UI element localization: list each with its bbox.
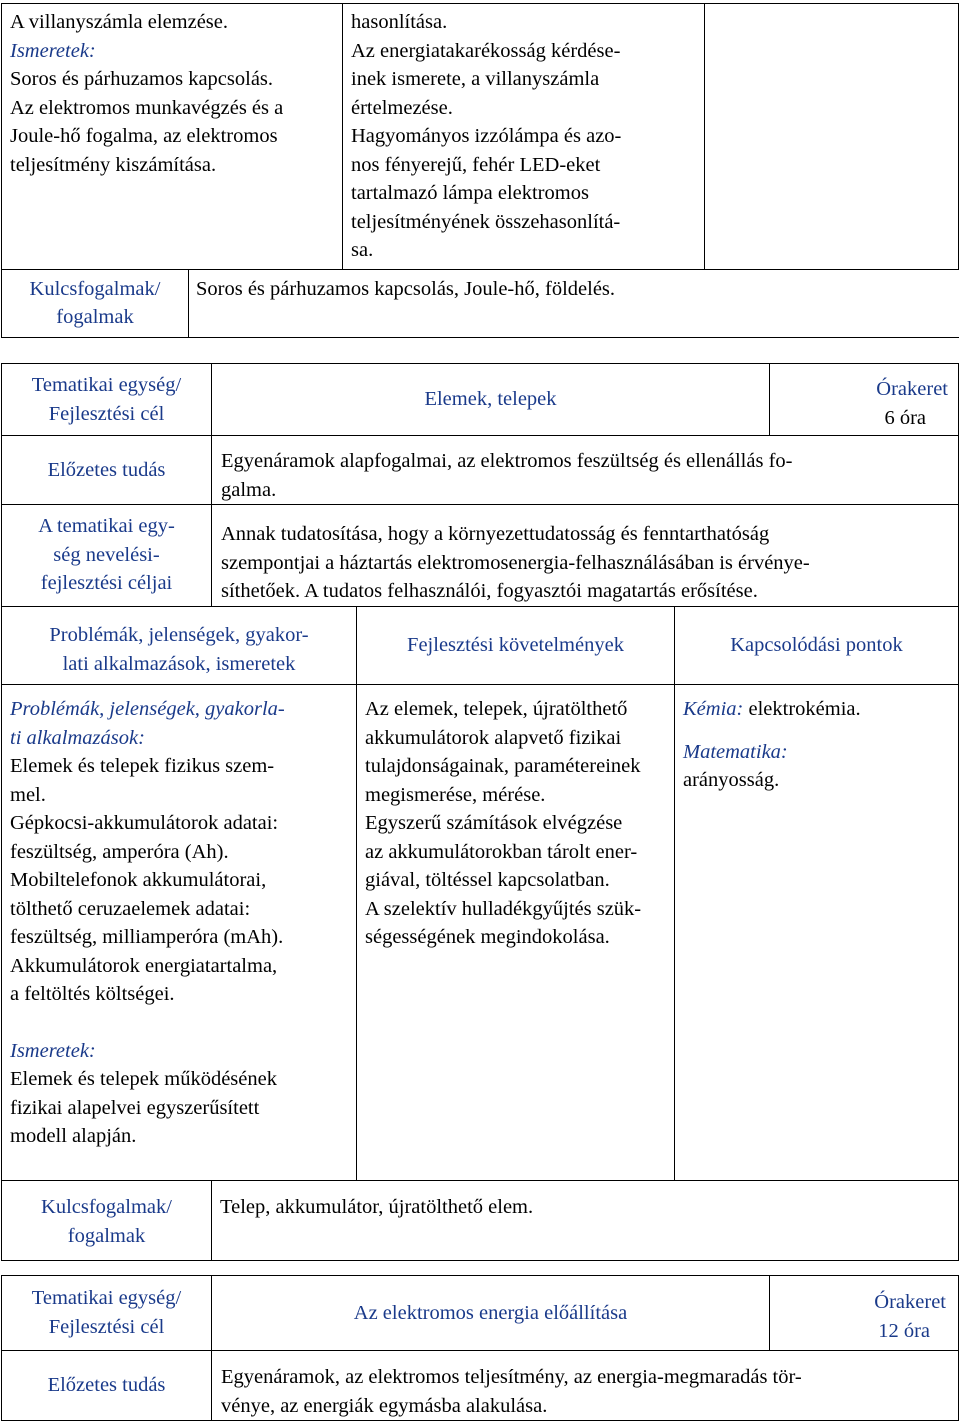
kulcsfogalmak-value-cell-2	[212, 1181, 959, 1261]
orakeret-value: 6 óra	[884, 406, 926, 429]
kulcsfogalmak-label-2	[2, 1181, 212, 1261]
col2-line: Egyszerű számítások elvégzése	[365, 812, 623, 834]
col3-kemia-line	[683, 695, 950, 724]
block3-table	[1, 1275, 959, 1421]
elozetes-line: galma.	[221, 478, 277, 501]
elozetes-label-3: Előzetes tudás	[47, 1374, 166, 1397]
matematika-label: Matematika:	[683, 740, 788, 763]
col1-italic-line: ti alkalmazások:	[10, 726, 145, 749]
col1-line: tölthető ceruzaelemek adatai:	[10, 897, 251, 920]
celjai-label-line: fejlesztési céljai	[40, 572, 173, 594]
middle-line: értelmezése.	[351, 96, 453, 119]
kulcsfogalmak-label	[2, 269, 189, 337]
matematika-value: arányosság.	[683, 769, 780, 791]
unit-title-3: Az elektromos energia előállítása	[353, 1301, 628, 1324]
col2-header-text: Fejlesztési követelmények	[407, 634, 624, 657]
orakeret-cell-3	[770, 1276, 959, 1351]
block1-middle-cell	[343, 4, 705, 270]
kemia-value: elektrokémia.	[743, 698, 861, 720]
middle-line: tartalmazó lámpa elektromos	[351, 182, 589, 204]
tematikai-label-3	[2, 1276, 212, 1351]
middle-line: hasonlítása.	[351, 11, 448, 33]
col1-header-line: lati alkalmazások, ismeretek	[62, 652, 296, 675]
col1-italic-line: Problémák, jelenségek, gyakorla-	[10, 698, 285, 720]
kemia-label: Kémia:	[683, 698, 744, 720]
col2-line: megismerése, mérése.	[365, 783, 546, 806]
kulcs-label-line: Kulcsfogalmak/	[41, 1196, 172, 1218]
block1-right-cell	[705, 4, 959, 270]
col1-line: a feltöltés költségei.	[10, 983, 175, 1005]
middle-line: teljesítményének összehasonlítá-	[351, 210, 621, 233]
col1-line: Mobiltelefonok akkumulátorai,	[10, 869, 267, 891]
col1-ismeretek-label: Ismeretek:	[10, 1039, 96, 1062]
elozetes-line-3: Egyenáramok, az elektromos teljesítmény, az energia-megmaradás tör-	[221, 1366, 802, 1388]
orakeret-cell	[770, 364, 959, 436]
col1-line: Elemek és telepek fizikus szem-	[10, 755, 275, 777]
celjai-label-cell	[2, 505, 212, 607]
elozetes-label-cell-3	[2, 1351, 212, 1421]
orakeret-label: Órakeret	[876, 378, 948, 400]
unit-title-cell-3	[212, 1276, 770, 1351]
tematikai-label-line: Fejlesztési cél	[48, 1315, 165, 1338]
elozetes-label: Előzetes tudás	[47, 458, 166, 481]
ismeretek-line: Az elektromos munkavégzés és a	[10, 96, 284, 119]
orakeret-value-3: 12 óra	[878, 1319, 930, 1342]
col1-line: feszültség, milliamperóra (mAh).	[10, 926, 284, 948]
col2-line: Az elemek, telepek, újratölthető	[365, 698, 628, 720]
ismeretek-line: Soros és párhuzamos kapcsolás.	[10, 68, 274, 90]
middle-line: inek ismerete, a villanyszámla	[351, 68, 600, 90]
col1-line: mel.	[10, 783, 46, 806]
elozetes-line-3: vénye, az energiák egymásba alakulása.	[221, 1394, 548, 1417]
col2-line: giával, töltéssel kapcsolatban.	[365, 869, 610, 891]
tematikai-label-line: Tematikai egység/	[31, 1287, 182, 1309]
col1-line: feszültség, amperóra (Ah).	[10, 840, 229, 863]
col2-line: ségességének megindokolása.	[365, 926, 610, 948]
kulcsfogalmak-value: Soros és párhuzamos kapcsolás, Joule-hő, földelés.	[196, 277, 616, 300]
ismeretek-line: Joule-hő fogalma, az elektromos	[10, 125, 278, 147]
kulcs-label-line: fogalmak	[56, 306, 134, 328]
kulcsfogalmak-value-cell	[189, 269, 959, 337]
celjai-line: szempontjai a háztartás elektromosenergia-felhasználásában is érvénye-	[221, 551, 810, 574]
col3-header-text: Kapcsolódási pontok	[730, 634, 903, 657]
middle-line: Az energiatakarékosság kérdése-	[351, 39, 621, 62]
col1-header	[2, 607, 357, 685]
ismeretek-label: Ismeretek:	[10, 39, 96, 62]
celjai-value-cell	[212, 505, 959, 607]
col3-content	[675, 685, 959, 1181]
col2-line: akkumulátorok alapvető fizikai	[365, 726, 622, 749]
col2-content	[357, 685, 675, 1181]
col1-ismeretek-line: modell alapján.	[10, 1125, 137, 1147]
col1-header-line: Problémák, jelenségek, gyakor-	[49, 624, 309, 646]
col1-line: Gépkocsi-akkumulátorok adatai:	[10, 812, 279, 834]
middle-line: Hagyományos izzólámpa és azo-	[351, 125, 622, 147]
celjai-line: síthetőek. A tudatos felhasználói, fogyasztói magatartás erősítése.	[221, 580, 758, 602]
celjai-line: Annak tudatosítása, hogy a környezettudatosság és fenntarthatóság	[221, 523, 770, 545]
col1-ismeretek-line: Elemek és telepek működésének	[10, 1068, 277, 1090]
col1-ismeretek-line: fizikai alapelvei egyszerűsített	[10, 1096, 260, 1119]
block2-table	[1, 363, 959, 1261]
elozetes-value-cell-3	[212, 1351, 959, 1421]
tematikai-label	[2, 364, 212, 436]
unit-title-cell	[212, 364, 770, 436]
kulcsfogalmak-value-2: Telep, akkumulátor, újratölthető elem.	[220, 1196, 534, 1218]
col2-line: tulajdonságainak, paramétereinek	[365, 755, 641, 777]
col1-line: Akkumulátorok energiatartalma,	[10, 954, 278, 977]
celjai-label-line: ség nevelési-	[53, 543, 160, 566]
tematikai-label-line: Tematikai egység/	[31, 374, 182, 396]
elozetes-label-cell	[2, 436, 212, 505]
col2-line: az akkumulátorokban tárolt ener-	[365, 840, 638, 863]
unit-title: Elemek, telepek	[424, 388, 557, 411]
elozetes-line: Egyenáramok alapfogalmai, az elektromos feszültség és ellenállás fo-	[221, 450, 793, 472]
celjai-label-line: A tematikai egy-	[38, 515, 175, 537]
orakeret-label-3: Órakeret	[874, 1291, 946, 1313]
block1-table	[1, 3, 959, 338]
kulcs-label-line: fogalmak	[67, 1224, 146, 1247]
tematikai-label-line: Fejlesztési cél	[48, 402, 165, 425]
middle-line: sa.	[351, 239, 374, 261]
col2-line: A szelektív hulladékgyűjtés szük-	[365, 897, 642, 920]
block1-left-line: A villanyszámla elemzése.	[10, 11, 229, 33]
col1-content	[2, 685, 357, 1181]
ismeretek-line: teljesítmény kiszámítása.	[10, 153, 217, 176]
kulcs-label-line: Kulcsfogalmak/	[29, 277, 161, 300]
col3-header	[675, 607, 959, 685]
col2-header	[357, 607, 675, 685]
block1-left-cell	[2, 4, 343, 270]
elozetes-value-cell	[212, 436, 959, 505]
middle-line: nos fényerejű, fehér LED-eket	[351, 153, 601, 176]
